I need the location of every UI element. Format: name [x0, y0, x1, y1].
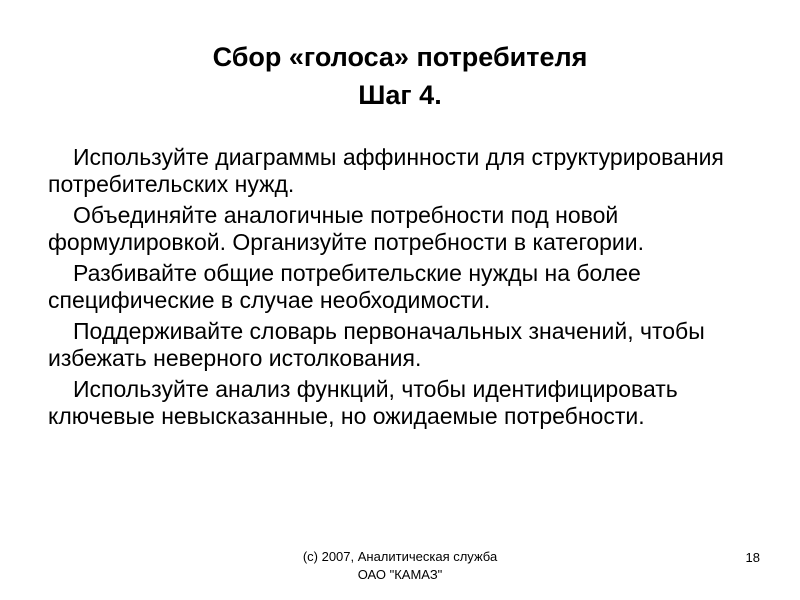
footer-company: ОАО "КАМАЗ": [357, 567, 443, 582]
footer-copyright: (c) 2007, Аналитическая служба: [302, 549, 498, 564]
paragraph: Объединяйте аналогичные потребности под новой формулировкой. Организуйте потребности в категории.: [48, 202, 645, 255]
title-line-1: Сбор «голоса» потребителя: [212, 42, 588, 72]
paragraph: Разбивайте общие потребительские нужды на более специфические в случае необходимости.: [48, 260, 641, 313]
paragraph: Используйте анализ функций, чтобы идентифицировать ключевые невысказанные, но ожидаемые потребности.: [48, 376, 678, 429]
slide-title: [0, 38, 800, 114]
paragraph: Используйте диаграммы аффинности для структурирования потребительских нужд.: [48, 144, 724, 197]
title-line-2: Шаг 4.: [358, 80, 442, 110]
page-number: 18: [745, 550, 760, 565]
slide-footer: [230, 548, 570, 584]
paragraph: Поддерживайте словарь первоначальных значений, чтобы избежать неверного истолкования.: [48, 318, 705, 371]
slide-body: [48, 144, 783, 434]
